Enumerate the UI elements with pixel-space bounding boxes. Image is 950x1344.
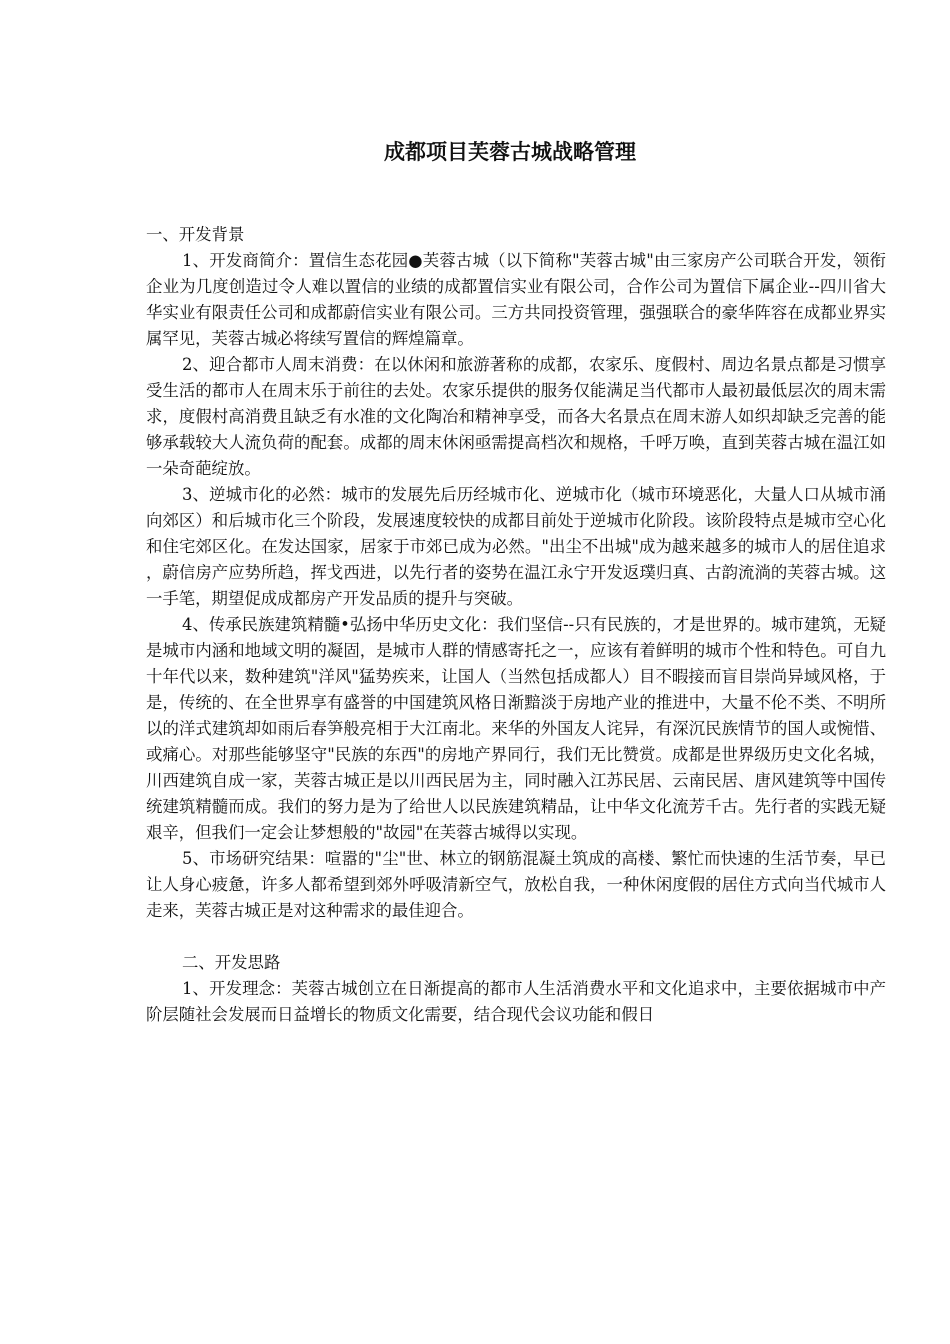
paragraph-counter-urbanization: 3、逆城市化的必然：城市的发展先后历经城市化、逆城市化（城市环境恶化，大量人口从城市涌向郊区）和后城市化三个阶段，发展速度较快的成都目前处于逆城市化阶段。该阶段特点是城市空心化和住宅郊区化。在发达国家，居家于市郊已成为必然。"出尘不出城"成为越来越多的城市人的居住追求，蔚信房产应势所趋，挥戈西进，以先行者的姿势在温江永宁开发返璞归真、古韵流淌的芙蓉古城。这一手笔，期望促成成都房产开发品质的提升与突破。: [146, 485, 886, 608]
section-spacer: [146, 924, 886, 950]
section-heading: 一、开发背景: [146, 225, 245, 244]
paragraph-development-concept: 1、开发理念：芙蓉古城创立在日渐提高的都市人生活消费水平和文化追求中，主要依据城市中产阶层随社会发展而日益增长的物质文化需要，结合现代会议功能和假日: [146, 979, 886, 1024]
paragraph-market-research: 5、市场研究结果：喧嚣的"尘"世、林立的钢筋混凝土筑成的高楼、繁忙而快速的生活节奏，早已让人身心疲惫，许多人都希望到郊外呼吸清新空气，放松自我，一种休闲度假的居住方式向当代城市人走来，芙蓉古城正是对这种需求的最佳迎合。: [146, 849, 886, 920]
document-title: 成都项目芙蓉古城战略管理: [384, 139, 636, 164]
paragraph-weekend-consumption: 2、迎合都市人周末消费：在以休闲和旅游著称的成都，农家乐、度假村、周边名景点都是习惯享受生活的都市人在周末乐于前往的去处。农家乐提供的服务仅能满足当代都市人最初最低层次的周末需求，度假村高消费且缺乏有水准的文化陶冶和精神享受，而各大名景点在周末游人如织却缺乏完善的能够承载较大人流负荷的配套。成都的周末休闲亟需提高档次和规格，千呼万唤，直到芙蓉古城在温江如一朵奇葩绽放。: [146, 355, 886, 478]
paragraph-national-architecture: 4、传承民族建筑精髓•弘扬中华历史文化：我们坚信--只有民族的，才是世界的。城市建筑，无疑是城市内涵和地域文明的凝固，是城市人群的情感寄托之一，应该有着鲜明的城市个性和特色。可自九十年代以来，数种建筑"洋风"猛势疾来，让国人（当然包括成都人）目不暇接而盲目崇尚异域风格，于是，传统的、在全世界享有盛誉的中国建筑风格日渐黯淡于房地产业的推进中，大量不伦不类、不明所以的洋式建筑却如雨后春笋般亮相于大江南北。来华的外国友人诧异，有深沉民族情节的国人或惋惜、或痛心。对那些能够坚守"民族的东西"的房地产界同行，我们无比赞赏。成都是世界级历史文化名城，川西建筑自成一家，芙蓉古城正是以川西民居为主，同时融入江苏民居、云南民居、唐风建筑等中国传统建筑精髓而成。我们的努力是为了给世人以民族建筑精品，让中华文化流芳千古。先行者的实践无疑艰辛，但我们一定会让梦想般的"故园"在芙蓉古城得以实现。: [146, 615, 886, 842]
section-development-background: [146, 222, 886, 924]
section-heading: 二、开发思路: [182, 953, 281, 972]
document-body: [146, 222, 886, 1028]
section-development-approach: [146, 950, 886, 1028]
paragraph-developer-intro: 1、开发商简介：置信生态花园●芙蓉古城（以下简称"芙蓉古城"由三家房产公司联合开发，领衔企业为几度创造过令人难以置信的业绩的成都置信实业有限公司，合作公司为置信下属企业--四川省大华实业有限责任公司和成都蔚信实业有限公司。三方共同投资管理，强强联合的豪华阵容在成都业界实属罕见，芙蓉古城必将续写置信的辉煌篇章。: [146, 251, 886, 348]
